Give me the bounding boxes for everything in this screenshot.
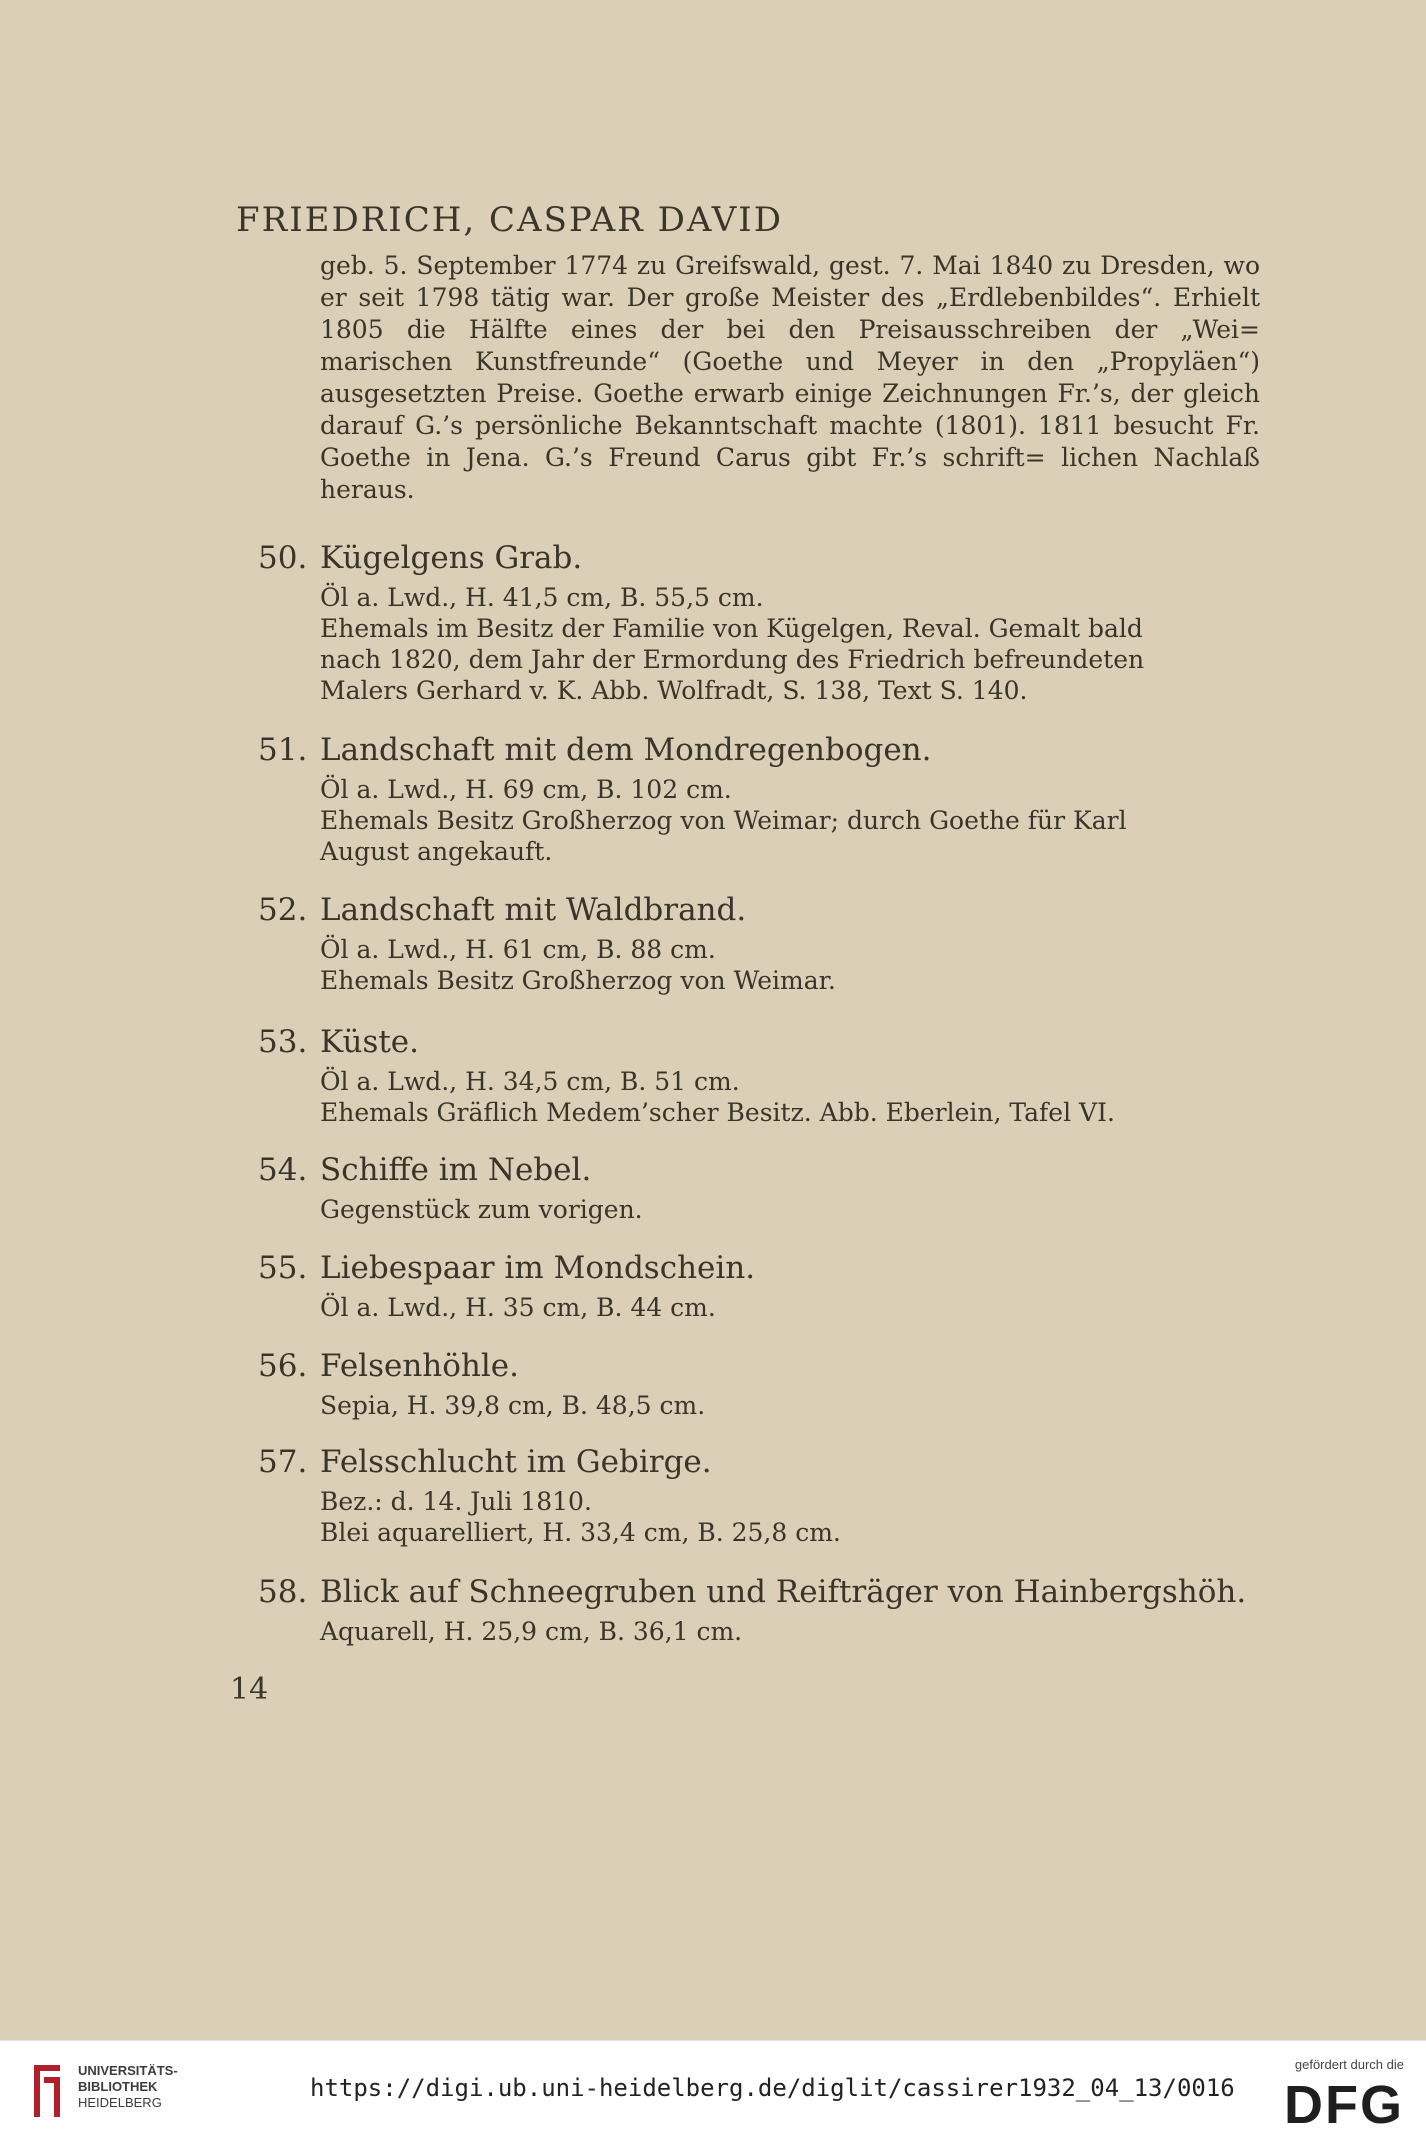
entry-number: 54. bbox=[258, 1152, 308, 1188]
catalog-entry-51 bbox=[258, 730, 1268, 867]
library-name-line: BIBLIOTHEK bbox=[78, 2079, 158, 2094]
biography-paragraph bbox=[320, 250, 1260, 506]
entry-title: Blick auf Schneegruben und Reifträger von Hainbergshöh. bbox=[320, 1574, 1247, 1610]
library-name-line: UNIVERSITÄTS- bbox=[78, 2063, 178, 2078]
library-name-line: HEIDELBERG bbox=[78, 2095, 162, 2110]
bio-line: gleich darauf G.’s persönliche Bekanntschaft machte (1801). 1811 bbox=[320, 379, 1260, 440]
entry-line: August angekauft. bbox=[320, 837, 553, 866]
entry-line: Ehemals im Besitz der Familie von Kügelgen, Reval. Gemalt bald bbox=[320, 614, 1143, 643]
entry-title: Felsenhöhle. bbox=[320, 1348, 520, 1384]
entry-title: Felsschlucht im Gebirge. bbox=[320, 1444, 712, 1480]
bio-line: besucht Fr. Goethe in Jena. G.’s Freund Carus gibt Fr.’s schrift= bbox=[320, 411, 1260, 472]
entry-line: Öl a. Lwd., H. 41,5 cm, B. 55,5 cm. bbox=[320, 583, 764, 612]
bio-line: lichen Nachlaß heraus. bbox=[320, 443, 1260, 504]
bio-line: wo er seit 1798 tätig war. Der große Meister des „Erdlebenbildes“. bbox=[320, 251, 1260, 312]
entry-title: Landschaft mit dem Mondregenbogen. bbox=[320, 732, 932, 768]
catalog-entry-58 bbox=[258, 1572, 1268, 1647]
entry-title: Landschaft mit Waldbrand. bbox=[320, 892, 747, 928]
entry-line: Öl a. Lwd., H. 34,5 cm, B. 51 cm. bbox=[320, 1067, 740, 1096]
catalog-entry-57 bbox=[258, 1442, 1268, 1548]
entry-number: 58. bbox=[258, 1574, 308, 1610]
catalog-entry-50 bbox=[258, 538, 1268, 706]
entry-number: 57. bbox=[258, 1444, 308, 1480]
entry-number: 50. bbox=[258, 540, 308, 576]
entry-title: Kügelgens Grab. bbox=[320, 540, 583, 576]
bio-line: ausgesetzten Preise. Goethe erwarb einige Zeichnungen Fr.’s, der bbox=[320, 379, 1174, 408]
permalink-url[interactable]: https://digi.ub.uni-heidelberg.de/diglit/cassirer1932_04_13/0016 bbox=[310, 2074, 1235, 2102]
entry-title: Liebespaar im Mondschein. bbox=[320, 1250, 756, 1286]
entry-title: Schiffe im Nebel. bbox=[320, 1152, 592, 1188]
library-logo-icon[interactable] bbox=[30, 2059, 64, 2123]
dfg-logo-icon[interactable]: DFG bbox=[1284, 2075, 1404, 2135]
bio-line: marischen Kunstfreunde“ (Goethe und Meyer in den „Propyläen“) bbox=[320, 347, 1260, 376]
entry-number: 52. bbox=[258, 892, 308, 928]
entry-number: 56. bbox=[258, 1348, 308, 1384]
catalog-entry-54 bbox=[258, 1150, 1268, 1225]
entry-line: Öl a. Lwd., H. 35 cm, B. 44 cm. bbox=[320, 1293, 716, 1322]
entry-line: Bez.: d. 14. Juli 1810. bbox=[320, 1487, 592, 1516]
catalog-entry-53 bbox=[258, 1022, 1268, 1128]
entry-line: nach 1820, dem Jahr der Ermordung des Friedrich befreundeten bbox=[320, 645, 1145, 674]
bio-line: Erhielt 1805 die Hälfte eines der bei den Preisausschreiben der „Wei= bbox=[320, 283, 1260, 344]
entry-number: 51. bbox=[258, 732, 308, 768]
funding-note: gefördert durch die bbox=[1294, 2057, 1404, 2072]
entry-line: Öl a. Lwd., H. 69 cm, B. 102 cm. bbox=[320, 775, 732, 804]
entry-number: 53. bbox=[258, 1024, 308, 1060]
entry-line: Ehemals Besitz Großherzog von Weimar. bbox=[320, 966, 836, 995]
library-name[interactable] bbox=[78, 2063, 178, 2111]
entry-line: Ehemals Gräflich Medem’scher Besitz. Abb. Eberlein, Tafel VI. bbox=[320, 1098, 1115, 1127]
entry-number: 55. bbox=[258, 1250, 308, 1286]
catalog-entry-56 bbox=[258, 1346, 1268, 1421]
bio-line: geb. 5. September 1774 zu Greifswald, gest. 7. Mai 1840 zu Dresden, bbox=[320, 251, 1215, 280]
page-number: 14 bbox=[230, 1672, 269, 1707]
entry-line: Malers Gerhard v. K. Abb. Wolfradt, S. 138, Text S. 140. bbox=[320, 676, 1028, 705]
entry-line: Aquarell, H. 25,9 cm, B. 36,1 cm. bbox=[320, 1617, 743, 1646]
entry-line: Öl a. Lwd., H. 61 cm, B. 88 cm. bbox=[320, 935, 716, 964]
entry-line: Ehemals Besitz Großherzog von Weimar; durch Goethe für Karl bbox=[320, 806, 1127, 835]
viewer-footer bbox=[0, 2040, 1426, 2143]
entry-line: Sepia, H. 39,8 cm, B. 48,5 cm. bbox=[320, 1391, 706, 1420]
entry-title: Küste. bbox=[320, 1024, 420, 1060]
entry-line: Gegenstück zum vorigen. bbox=[320, 1195, 643, 1224]
catalog-entry-55 bbox=[258, 1248, 1268, 1323]
author-heading: FRIEDRICH, CASPAR DAVID bbox=[236, 200, 783, 240]
catalog-entry-52 bbox=[258, 890, 1268, 996]
entry-line: Blei aquarelliert, H. 33,4 cm, B. 25,8 cm. bbox=[320, 1518, 841, 1547]
